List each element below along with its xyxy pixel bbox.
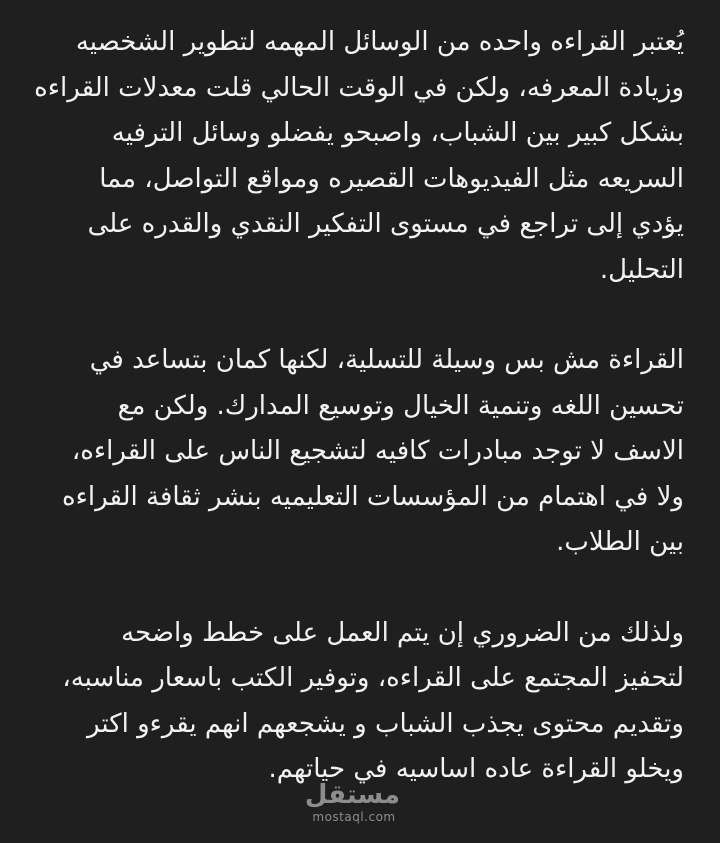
paragraph-reading-benefits	[34, 338, 684, 566]
text-line: يؤدي إلى تراجع في مستوى التفكير النقدي والقدره على	[87, 209, 684, 239]
text-line: الاسف لا توجد مبادرات كافيه لتشجيع الناس على القراءه،	[71, 436, 684, 466]
text-line: بين الطلاب.	[556, 527, 684, 557]
text-line: لتحفيز المجتمع على القراءه، وتوفير الكتب باسعار مناسبه،	[62, 663, 684, 693]
text-line: وتقديم محتوى يجذب الشباب و يشجعهم انهم يقرءو اكتر	[87, 708, 684, 739]
text-line: ولذلك من الضروري إن يتم العمل على خطط واضحه	[121, 617, 684, 648]
text-line: ويخلو القراءة عاده اساسيه في حياتهم.	[268, 754, 684, 784]
text-line: تحسين اللغه وتنمية الخيال وتوسيع المدارك. ولكن مع	[117, 390, 684, 421]
mostaql-watermark	[304, 780, 400, 824]
text-line: ولا في اهتمام من المؤسسات التعليميه بنشر ثقافة القراءه	[62, 481, 684, 512]
watermark-logo-text: مستقل	[304, 780, 400, 810]
watermark-domain: mostaql.com	[312, 810, 396, 824]
text-line: التحليل.	[599, 254, 684, 285]
text-line: وزيادة المعرفه، ولكن في الوقت الحالي قلت معدلات القراءه	[34, 72, 684, 103]
text-line: القراءة مش بس وسيلة للتسلية، لكنها كمان بتساعد في	[89, 345, 684, 375]
text-line: يُعتبر القراءه واحده من الوسائل المهمه لتطوير الشخصيه	[75, 27, 684, 57]
article-body	[34, 20, 684, 838]
paragraph-recommendations	[34, 611, 684, 793]
text-line: السريعه مثل الفيديوهات القصيره ومواقع التواصل، مما	[99, 163, 684, 194]
text-line: بشكل كبير بين الشباب، واصبحو يفضلو وسائل الترفيه	[111, 118, 684, 148]
paragraph-reading-decline	[34, 20, 684, 293]
